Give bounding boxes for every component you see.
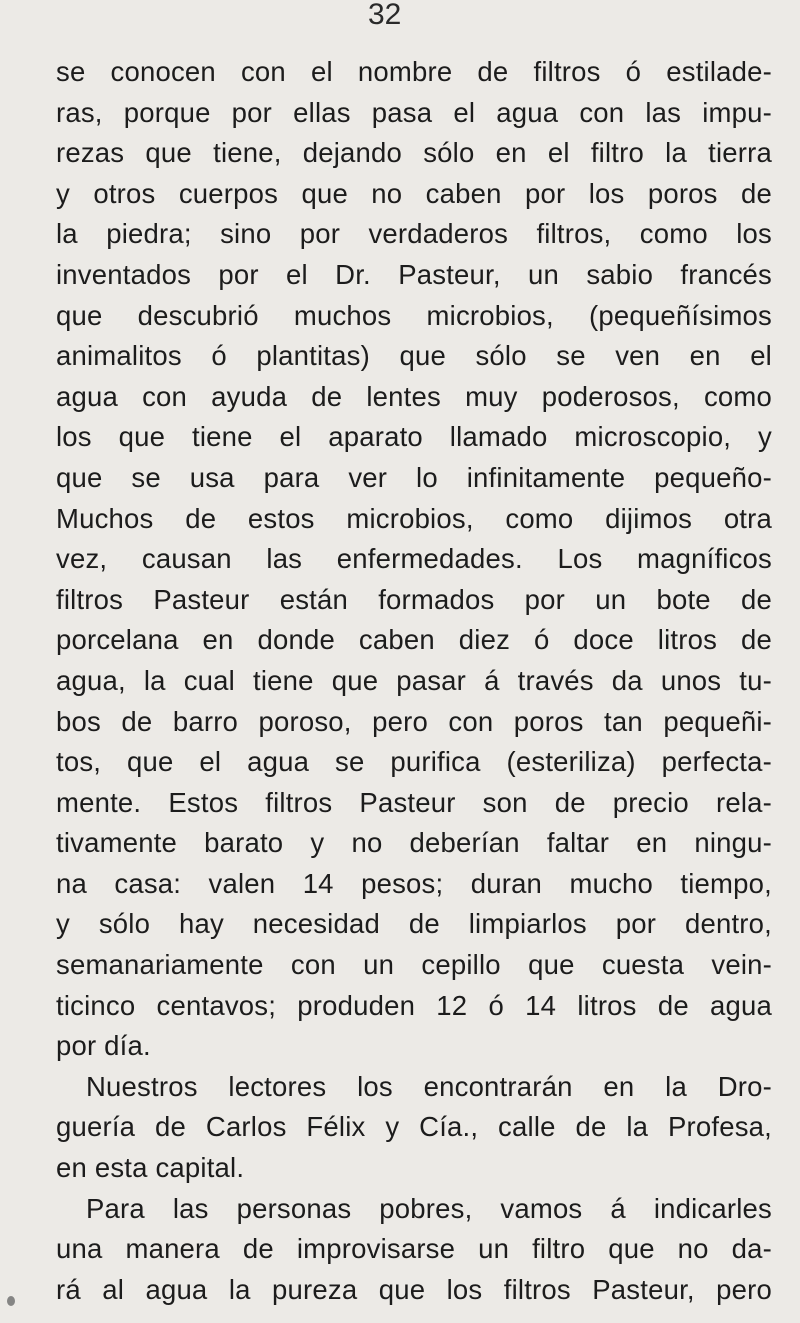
page-number: 32 [368,0,402,31]
text-line: agua con ayuda de lentes muy poderosos, como [56,380,772,412]
text-line: guería de Carlos Félix y Cía., calle de la Profesa, [56,1111,772,1143]
text-line: Muchos de estos microbios, como dijimos otra [56,502,772,534]
text-line: bos de barro poroso, pero con poros tan pequeñi- [56,705,772,737]
text-line: animalitos ó plantitas) que sólo se ven en el [56,340,772,372]
text-line: inventados por el Dr. Pasteur, un sabio francés [56,258,772,290]
text-line: filtros Pasteur están formados por un bote de [56,583,772,615]
text-line: tivamente barato y no deberían faltar en ningu- [56,827,772,859]
body-text [56,52,772,1310]
text-line: tos, que el agua se purifica (esteriliza) perfecta- [56,746,772,778]
text-line: se conocen con el nombre de filtros ó estilade- [56,56,772,87]
paragraph-start-line: Para las personas pobres, vamos á indicarles [86,1192,772,1224]
text-line: en esta capital. [56,1152,245,1184]
text-line: porcelana en donde caben diez ó doce litros de [56,624,772,656]
text-line: por día. [56,1030,151,1062]
ink-speck [7,1296,15,1306]
text-line: que descubrió muchos microbios, (pequeñísimos [56,299,772,331]
paragraph-start-line: Nuestros lectores los encontrarán en la Dro- [86,1070,772,1102]
text-line: y sólo hay necesidad de limpiarlos por dentro, [56,908,772,940]
text-line: mente. Estos filtros Pasteur son de precio rela- [56,786,772,818]
text-line: rezas que tiene, dejando sólo en el filtro la tierra [56,137,772,169]
text-line: una manera de improvisarse un filtro que no da- [56,1233,772,1265]
text-line: semanariamente con un cepillo que cuesta vein- [56,949,772,981]
text-line: agua, la cual tiene que pasar á través da unos tu- [56,664,772,696]
text-line: ticinco centavos; produden 12 ó 14 litros de agua [56,989,772,1021]
text-line: que se usa para ver lo infinitamente pequeño- [56,461,772,493]
text-line: na casa: valen 14 pesos; duran mucho tiempo, [56,867,772,899]
text-line: ras, porque por ellas pasa el agua con las impu- [56,96,772,128]
text-line: los que tiene el aparato llamado microscopio, y [56,421,772,453]
text-line: vez, causan las enfermedades. Los magníficos [56,543,772,575]
text-line: la piedra; sino por verdaderos filtros, como los [56,218,772,250]
text-line: y otros cuerpos que no caben por los poros de [56,177,772,209]
text-line: rá al agua la pureza que los filtros Pasteur, pero [56,1273,772,1305]
